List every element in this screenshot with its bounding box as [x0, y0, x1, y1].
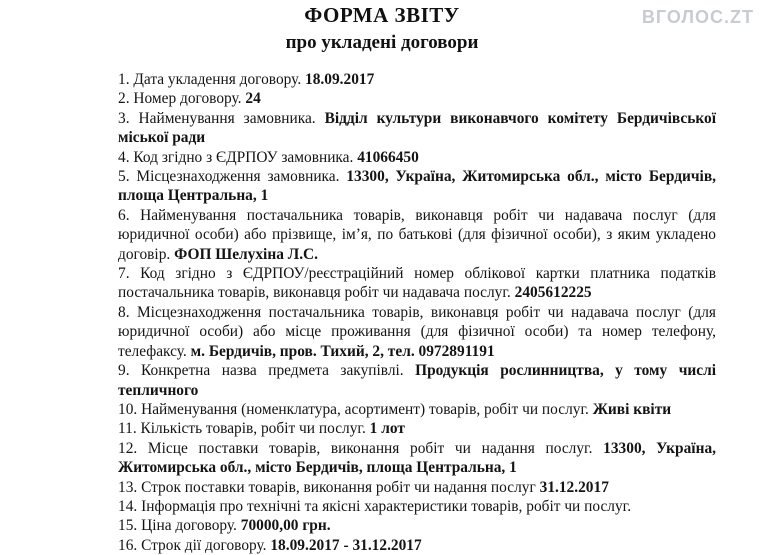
item-supplier-name	[90, 206, 716, 264]
item-value: 13300, Україна, Житомирська обл., місто Бердичів, площа Центральна, 1	[118, 168, 716, 205]
report-subtitle: про укладені договори	[285, 32, 479, 53]
item-quantity	[90, 419, 716, 438]
item-value: 70000,00 грн.	[240, 517, 331, 535]
item-value: 18.09.2017	[305, 71, 375, 88]
item-label: 14. Інформація про технічні та якісні характеристики товарів, робіт чи послуг.	[118, 497, 632, 515]
item-value: 1 лот	[369, 420, 405, 438]
item-contract-date	[90, 70, 716, 89]
item-customer-name	[90, 109, 716, 148]
item-contract-term	[90, 536, 716, 555]
item-value: Живі квіти	[592, 400, 672, 418]
item-contract-number	[90, 89, 716, 108]
item-delivery-place	[90, 439, 716, 478]
item-value: 18.09.2017 - 31.12.2017	[270, 536, 422, 554]
item-label: 9. Конкретна назва предмета закупівлі.	[118, 362, 416, 380]
item-label: 1. Дата укладення договору.	[118, 71, 306, 88]
site-watermark: ВГОЛОС.ZT	[641, 7, 754, 27]
item-delivery-term	[90, 478, 716, 497]
report-items	[90, 70, 716, 555]
item-customer-location	[90, 167, 716, 206]
item-label: 15. Ціна договору.	[118, 517, 241, 535]
item-label: 8. Місцезнаходження постачальника товарів, виконавця робіт чи надавача послуг (для юридичної особи) або місце проживання (для фізичної особи) та номер телефону, телефаксу.	[118, 303, 716, 360]
item-label: 12. Місце поставки товарів, виконання робіт чи надання послуг.	[118, 439, 604, 457]
item-contract-price	[90, 516, 716, 535]
item-label: 7. Код згідно з ЄДРПОУ/реєстраційний номер облікової картки платника податків постачальника товарів, виконавця робіт чи надавача послуг.	[118, 265, 716, 302]
item-value: Відділ культури виконавчого комітету Бердичівської міської ради	[118, 109, 716, 147]
item-value: ФОП Шелухіна Л.С.	[174, 245, 319, 263]
item-label: 11. Кількість товарів, робіт чи послуг.	[118, 420, 370, 438]
item-label: 6. Найменування постачальника товарів, виконавця робіт чи надавача послуг (для юридичної особи) або прізвище, ім’я, по батькові (для фізичної особи), з яким укладено договір.	[118, 206, 716, 263]
item-label: 2. Номер договору.	[118, 90, 246, 108]
item-value: 31.12.2017	[539, 478, 609, 496]
item-supplier-code	[90, 264, 716, 303]
item-label: 16. Строк дії договору.	[118, 536, 271, 554]
item-value: м. Бердичів, пров. Тихий, 2, тел. 0972891191	[190, 342, 495, 360]
item-label: 5. Місцезнаходження замовника.	[118, 168, 347, 186]
item-specifications	[90, 497, 716, 516]
item-supplier-location	[90, 303, 716, 361]
item-nomenclature	[90, 400, 716, 419]
item-label: 3. Найменування замовника.	[118, 109, 325, 127]
item-value: 2405612225	[514, 284, 592, 302]
item-value: 24	[245, 90, 261, 108]
item-procurement-subject	[90, 361, 716, 400]
item-value: 41066450	[357, 148, 419, 166]
item-value: 13300, Україна, Житомирська обл., місто Бердичів, площа Центральна, 1	[118, 439, 716, 477]
item-label: 13. Строк поставки товарів, виконання робіт чи надання послуг	[118, 478, 540, 496]
item-label: 10. Найменування (номенклатура, асортимент) товарів, робіт чи послуг.	[118, 400, 593, 418]
item-label: 4. Код згідно з ЄДРПОУ замовника.	[118, 148, 358, 166]
report-title: ФОРМА ЗВІТУ	[304, 3, 460, 27]
item-value: Продукція рослинництва, у тому числі тепличного	[118, 362, 716, 399]
item-customer-code	[90, 148, 716, 167]
